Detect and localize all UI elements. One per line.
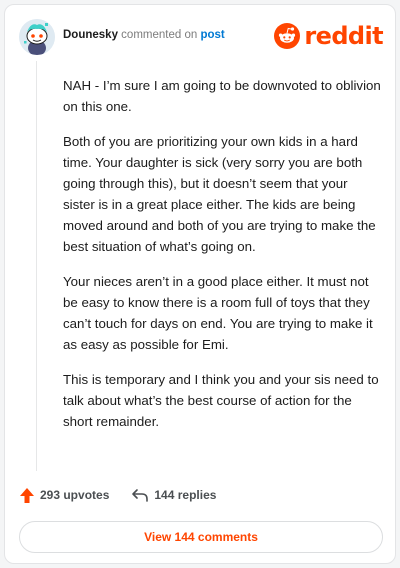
reply-count: 144 replies xyxy=(154,488,217,502)
upvote-stat[interactable] xyxy=(19,487,109,504)
thread-line[interactable] xyxy=(36,61,37,471)
view-comments-button[interactable]: View 144 comments xyxy=(19,521,383,553)
reply-arrow-icon xyxy=(131,488,149,502)
post-link[interactable]: post xyxy=(200,29,225,41)
upvote-arrow-icon xyxy=(19,487,35,504)
comment-paragraph: NAH - I’m sure I am going to be downvoted to oblivion on this one. xyxy=(63,78,381,114)
reddit-snoo-icon xyxy=(274,23,300,49)
comment-paragraph: Your nieces aren’t in a good place either. It must not be easy to know there is a room full of toys that they can’t touch for days on end. You are trying to make it as easy as possible for Emi. xyxy=(63,274,373,352)
reddit-wordmark: reddit xyxy=(304,22,383,50)
action-text: commented on xyxy=(121,29,198,41)
comment-paragraph: This is temporary and I think you and your sis need to talk about what’s the best course of action for the short remainder. xyxy=(63,372,379,429)
snoo-avatar-icon[interactable] xyxy=(19,19,55,55)
author-name[interactable]: Dounesky xyxy=(63,29,118,41)
reply-stat[interactable] xyxy=(131,488,216,502)
author-line xyxy=(63,29,225,41)
comment-paragraph: Both of you are prioritizing your own kids in a hard time. Your daughter is sick (very sorry you are both going through this), but it doesn’t seem that your sister is in a great place either. The kids are being moved around and both of you are trying to make the best situation of what’s going on. xyxy=(63,134,376,254)
comment-stats xyxy=(19,485,216,505)
comment-card xyxy=(4,4,396,564)
comment-body xyxy=(63,75,383,446)
upvote-count: 293 upvotes xyxy=(40,488,110,502)
comment-header xyxy=(5,5,395,69)
reddit-logo[interactable] xyxy=(274,19,383,53)
